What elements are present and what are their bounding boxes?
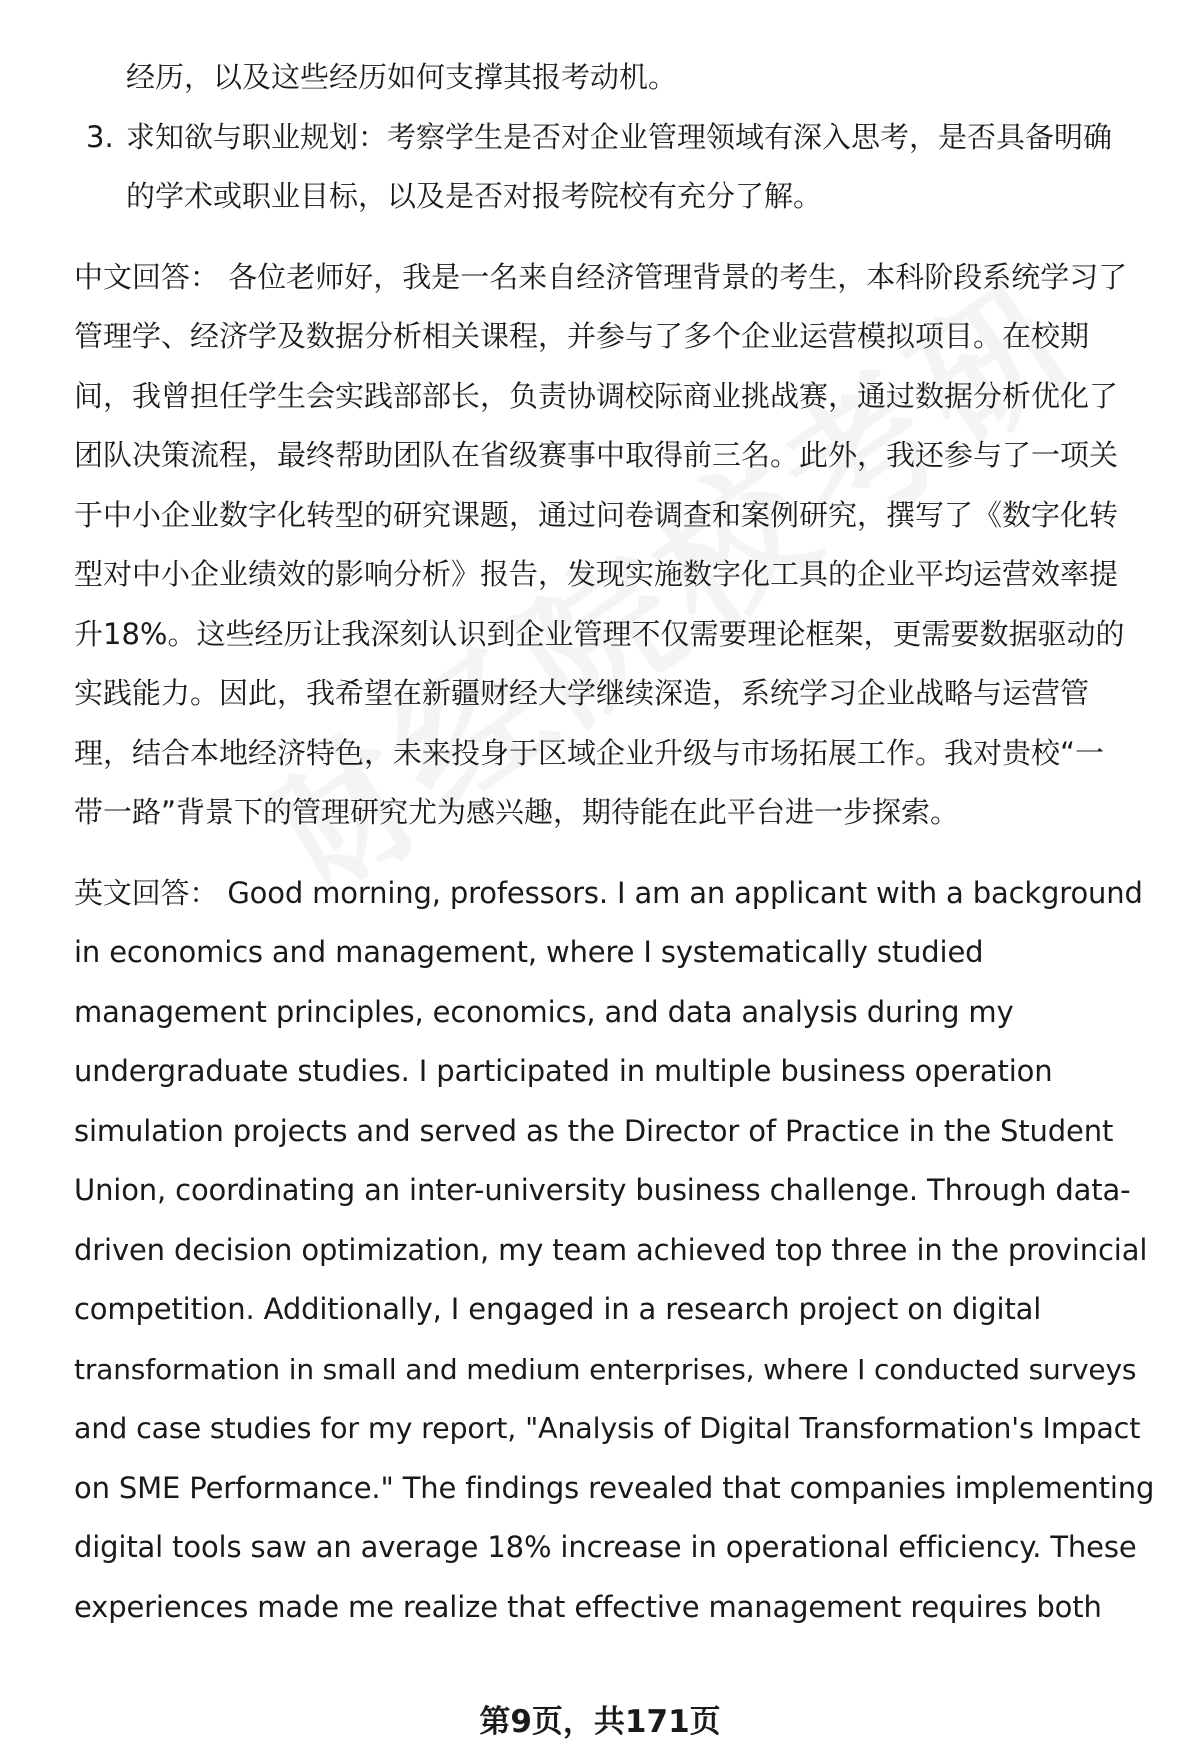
english-answer-line: undergraduate studies. I participated in multiple business operation [74, 1054, 1053, 1088]
chinese-answer-line: 型对中小企业绩效的影响分析》报告，发现实施数字化工具的企业平均运营效率提 [74, 557, 1119, 591]
english-answer-line: experiences made me realize that effective management requires both [74, 1589, 1102, 1624]
chinese-answer-line: 带一路”背景下的管理研究尤为感兴趣，期待能在此平台进一步探索。 [74, 795, 960, 829]
english-answer-line: on SME Performance." The findings revealed that companies implementing [74, 1470, 1155, 1505]
english-answer-line: simulation projects and served as the Director of Practice in the Student [74, 1113, 1114, 1148]
english-answer-line: transformation in small and medium enterprises, where I conducted surveys [74, 1352, 1137, 1386]
chinese-answer-line: 团队决策流程，最终帮助团队在省级赛事中取得前三名。此外，我还参与了一项关 [74, 438, 1119, 472]
chinese-answer-line: 管理学、经济学及数据分析相关课程，并参与了多个企业运营模拟项目。在校期 [74, 319, 1090, 353]
english-answer-line: management principles, economics, and data analysis during my [74, 994, 1014, 1029]
document-body [74, 48, 1154, 1637]
english-answer-line: in economics and management, where I systematically studied [74, 935, 984, 969]
chinese-answer-line: 理，结合本地经济特色，未来投身于区域企业升级与市场拓展工作。我对贵校“一 [74, 735, 1105, 770]
paragraph-gap [74, 227, 1154, 248]
english-answer-line: Union, coordinating an inter-university business challenge. Through data- [74, 1173, 1131, 1207]
chinese-answer-line: 实践能力。因此，我希望在新疆财经大学继续深造，系统学习企业战略与运营管 [74, 676, 1090, 710]
list-item-2-continuation: 经历，以及这些经历如何支撑其报考动机。 [126, 60, 678, 94]
english-answer-line: competition. Additionally, I engaged in a research project on digital [74, 1292, 1042, 1326]
chinese-answer-line: 中文回答： 各位老师好，我是一名来自经济管理背景的考生，本科阶段系统学习了 [74, 259, 1128, 294]
chinese-answer-line: 于中小企业数字化转型的研究课题，通过问卷调查和案例研究，撰写了《数字化转 [74, 497, 1119, 532]
list-item-3-number: 3. [86, 119, 114, 154]
english-answer-line: 英文回答： Good morning, professors. I am an applicant with a background [74, 875, 1143, 910]
paragraph-gap [74, 843, 1154, 864]
list-item-3-line-1 [74, 108, 1154, 168]
chinese-answer-paragraph [74, 248, 1154, 843]
english-answer-line: driven decision optimization, my team achieved top three in the provincial [74, 1232, 1148, 1267]
chinese-answer-line: 升18%。这些经历让我深刻认识到企业管理不仅需要理论框架，更需要数据驱动的 [74, 616, 1125, 651]
english-answer-paragraph [74, 864, 1154, 1638]
english-answer-line: digital tools saw an average 18% increase in operational efficiency. These [74, 1530, 1137, 1564]
list-item-3-line-2: 的学术或职业目标，以及是否对报考院校有充分了解。 [126, 179, 823, 213]
chinese-answer-line: 间，我曾担任学生会实践部部长，负责协调校际商业挑战赛，通过数据分析优化了 [74, 378, 1119, 413]
page-number-footer: 第9页，共171页 [479, 1704, 721, 1740]
list-item-3-text: 求知欲与职业规划：考察学生是否对企业管理领域有深入思考，是否具备明确 [126, 119, 1113, 154]
english-answer-line: and case studies for my report, "Analysis of Digital Transformation's Impact [74, 1412, 1141, 1445]
